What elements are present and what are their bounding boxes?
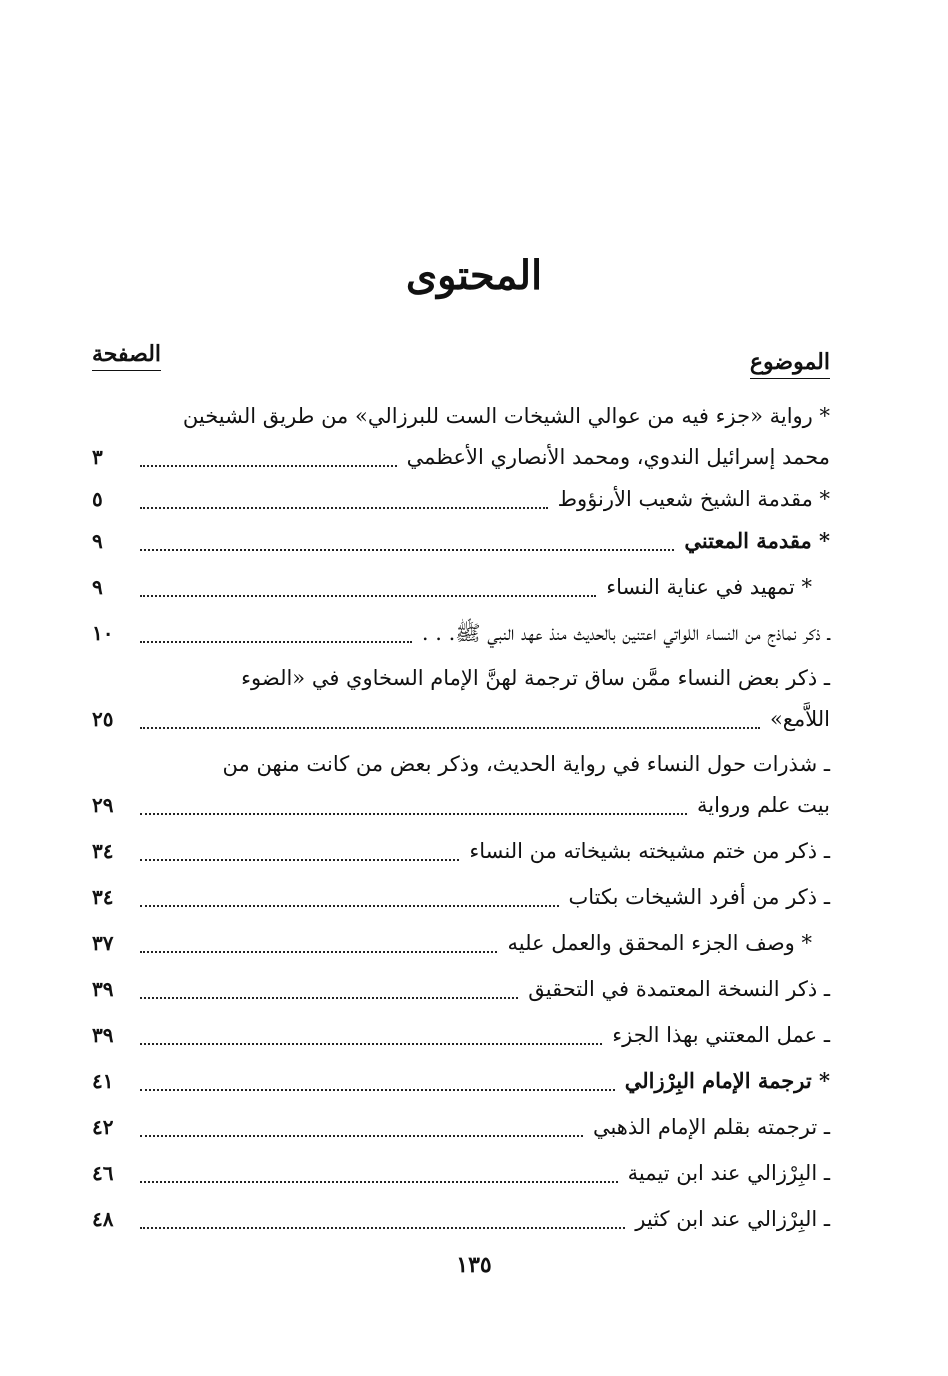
toc-entry-line (92, 968, 830, 1010)
toc-page-number: ٣٧ (92, 931, 114, 955)
toc-entry-text: ـ ذكر من أفرد الشيخات بكتاب (568, 885, 830, 909)
toc-entry-text: ـ البِرْزالي عند ابن كثير (635, 1207, 830, 1231)
dot-leader (140, 813, 687, 815)
dot-leader (140, 1135, 583, 1137)
toc-entry-text: اللاَّمع» (769, 707, 830, 731)
toc-entry-text: * تمهيد في عناية النساء (606, 575, 812, 599)
toc-entry-text: ـ البِرْزالي عند ابن تيمية (627, 1161, 830, 1185)
toc-entry-text: * مقدمة المعتني (684, 528, 830, 553)
footer-page-number: ١٣٥ (456, 1252, 492, 1278)
page-title: المحتوى (405, 252, 543, 299)
toc-entry-line (92, 612, 830, 654)
toc-entry-text: * رواية «جزء فيه من عوالي الشيخات الست للبرزالي» من طريق الشيخين (182, 404, 830, 428)
toc-page-number: ٩ (92, 529, 103, 553)
toc-entry-line (92, 520, 830, 562)
dot-leader (140, 727, 760, 729)
toc-entry-line (92, 1106, 830, 1148)
toc-entry-text: * ترجمة الإمام البِرْزالي (624, 1068, 830, 1093)
toc-entry-line (92, 1014, 830, 1056)
toc-entry-line (92, 436, 830, 478)
toc-entry-text: ـ ترجمته بقلم الإمام الذهبي (592, 1115, 830, 1139)
toc-entry-line (92, 1152, 830, 1194)
dot-leader (140, 641, 412, 643)
dot-leader (140, 507, 548, 509)
toc-entry-line (92, 658, 830, 698)
toc-page-number: ٤١ (92, 1069, 114, 1093)
toc-entry-line (92, 698, 830, 740)
toc-entry-text: ـ ذكر من ختم مشيخته بشيخاته من النساء (469, 839, 830, 863)
toc-entry-text: ـ ذكر النسخة المعتمدة في التحقيق (528, 977, 830, 1001)
toc-entry-line (92, 784, 830, 826)
dot-leader (140, 1227, 625, 1229)
toc-page-number: ٩ (92, 575, 103, 599)
dot-leader (140, 1043, 602, 1045)
toc-entry-line (92, 876, 830, 918)
toc-page-number: ٣٩ (92, 1023, 114, 1047)
toc-page-number: ٤٦ (92, 1161, 114, 1185)
toc-entry-line (92, 478, 830, 520)
dot-leader (140, 549, 674, 551)
toc-entry-text: ـ عمل المعتني بهذا الجزء (612, 1023, 830, 1047)
toc-entry-text: ـ شذرات حول النساء في رواية الحديث، وذكر بعض من كانت منهن من (222, 752, 830, 776)
dot-leader (140, 1089, 615, 1091)
toc-page-number: ٢٩ (92, 793, 114, 817)
toc-entry-text: * مقدمة الشيخ شعيب الأرنؤوط (557, 487, 830, 511)
toc-page-number: ١٠ (92, 621, 114, 645)
topic-column-header: الموضوع (750, 348, 830, 379)
toc-page-number: ٤٢ (92, 1115, 114, 1139)
toc-entry-line (92, 396, 830, 436)
dot-leader (140, 859, 459, 861)
toc-page-number: ٢٥ (92, 707, 114, 731)
toc-page-number: ٣٩ (92, 977, 114, 1001)
toc-page-number: ٣٤ (92, 885, 114, 909)
dot-leader (140, 595, 596, 597)
dot-leader (140, 465, 397, 467)
dot-leader (140, 951, 497, 953)
toc-entry-line (92, 830, 830, 872)
toc-page-number: ٣ (92, 445, 103, 469)
toc-page-number: ٤٨ (92, 1207, 114, 1231)
toc-entry-line (92, 566, 830, 608)
dot-leader (140, 1181, 618, 1183)
toc-entry-text: * وصف الجزء المحقق والعمل عليه (507, 931, 812, 955)
toc-entry-line (92, 744, 830, 784)
toc-page-number: ٣٤ (92, 839, 114, 863)
toc-entry-line (92, 1198, 830, 1240)
page-column-header: الصفحة (92, 340, 161, 371)
toc-entry-text: ـ ذكر بعض النساء ممَّن ساق ترجمة لهنَّ الإمام السخاوي في «الضوء (241, 666, 830, 690)
dot-leader (140, 997, 518, 999)
toc-entry-text: ـ ذكر نماذج من النساء اللواتي اعتنين بالحديث منذ عهد النبي ﷺ. . . (421, 621, 830, 645)
toc-page-number: ٥ (92, 487, 103, 511)
toc-entry-text: بيت علم ورواية (697, 793, 830, 817)
toc-entry-text: محمد إسرائيل الندوي، ومحمد الأنصاري الأعظمي (406, 445, 830, 469)
dot-leader (140, 905, 559, 907)
table-of-contents (92, 396, 830, 1240)
toc-entry-line (92, 922, 830, 964)
toc-entry-line (92, 1060, 830, 1102)
